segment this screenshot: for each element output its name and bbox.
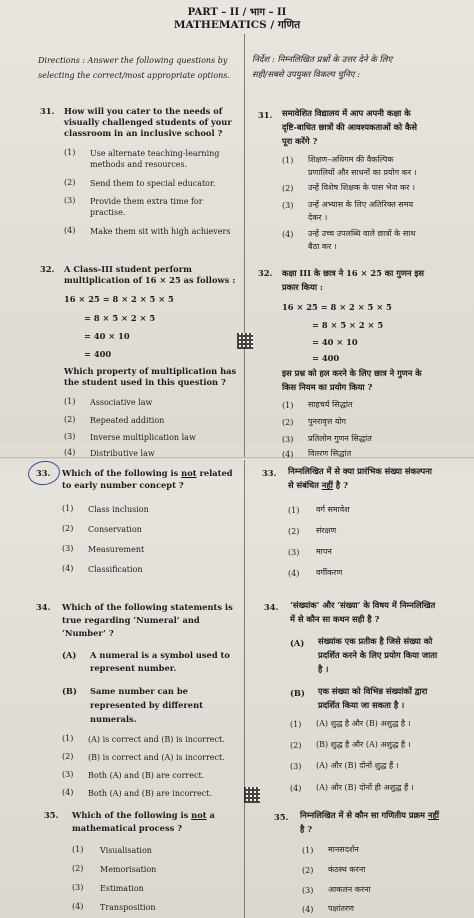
- option-label: (3): [288, 548, 300, 557]
- q34-en-opt2: (B) is correct and (A) is incorrect.: [88, 753, 225, 762]
- q34-en-opt3: Both (A) and (B) are correct.: [88, 771, 205, 780]
- q33-en-opt1: Class inclusion: [88, 505, 149, 514]
- q35-en-line2: mathematical process ?: [72, 823, 183, 833]
- option-label: (4): [282, 450, 294, 459]
- q32-hi-math4: = 400: [312, 353, 340, 363]
- q31-hi-opt3-line2: देकर ।: [308, 213, 328, 222]
- q31-en-opt3-line2: practise.: [90, 208, 126, 217]
- q34-en-line3: ‘Number’ ?: [62, 628, 114, 638]
- option-label: (1): [64, 397, 76, 406]
- option-label: (1): [62, 734, 74, 743]
- q34-hi-stmtA-line1: संख्यांक एक प्रतीक है जिसे संख्या को: [318, 636, 433, 646]
- q35-hi-opt1: मानसदर्शन: [328, 845, 359, 854]
- q34-hi-stmtA-line3: है ।: [318, 664, 329, 674]
- option-label: (2): [282, 184, 294, 193]
- q34-en-opt4: Both (A) and (B) are incorrect.: [88, 789, 212, 798]
- q34-hi-opt1: (A) शुद्ध है और (B) अशुद्ध है ।: [316, 719, 411, 728]
- option-label: (2): [302, 866, 314, 875]
- question-number: 31.: [40, 106, 55, 116]
- q32-hi-math3: = 40 × 10: [312, 337, 358, 347]
- statement-label: (A): [62, 650, 77, 660]
- q31-hi-opt4-line1: उन्हें उच्च उपलब्धि वाले छात्रों के साथ: [308, 229, 416, 238]
- q32-en-line2: multiplication of 16 × 25 as follows :: [64, 275, 236, 285]
- option-label: (2): [64, 415, 76, 424]
- q34-en-opt1: (A) is correct and (B) is incorrect.: [88, 735, 225, 744]
- question-number: 34.: [264, 602, 279, 612]
- q32-hi-tail2: किस नियम का प्रयोग किया ?: [282, 382, 373, 392]
- q31-en-opt4: Make them sit with high achievers: [90, 227, 231, 236]
- q32-hi-opt2: पुनरावृत्त योग: [308, 417, 347, 426]
- q31-hi-opt1-line2: प्रणालियों और साधनों का प्रयोग कर ।: [308, 168, 417, 177]
- q32-en-opt3: Inverse multiplication law: [90, 433, 196, 442]
- option-label: (3): [62, 544, 74, 553]
- q32-en-math4: = 400: [84, 349, 112, 359]
- q34-en-stmtB-line2: represented by different: [90, 700, 203, 710]
- option-label: (2): [62, 752, 74, 761]
- subject-heading: MATHEMATICS / गणित: [173, 19, 301, 31]
- question-number: 35.: [274, 812, 289, 822]
- q33-en-opt4: Classification: [88, 565, 143, 574]
- q34-hi-stmtB-line1: एक संख्या को विभिन्न संख्यांकों द्वारा: [318, 686, 428, 696]
- option-label: (1): [62, 504, 74, 513]
- option-label: (3): [64, 432, 76, 441]
- q31-hi-line1: समावेशित विद्यालय में आप अपनी कक्षा के: [282, 108, 411, 118]
- q33-hi-opt1: वर्ग समावेश: [316, 505, 350, 514]
- q32-en-line1: A Class-III student perform: [64, 264, 192, 274]
- option-label: (4): [64, 226, 76, 235]
- option-label: (3): [64, 196, 76, 205]
- option-label: (4): [64, 448, 76, 457]
- option-label: (3): [290, 762, 302, 771]
- question-number: 34.: [36, 602, 51, 612]
- q33-hi-opt2: संरक्षण: [316, 526, 337, 535]
- q31-en-line3: classroom in an inclusive school ?: [64, 128, 223, 138]
- option-label: (1): [288, 506, 300, 515]
- option-label: (4): [290, 784, 302, 793]
- option-label: (1): [282, 401, 294, 410]
- q32-hi-line2: प्रकार किया :: [282, 282, 323, 292]
- q31-hi-opt4-line2: बैठा कर ।: [308, 242, 337, 251]
- q31-en-opt2: Send them to special educator.: [90, 179, 216, 188]
- question-number: 31.: [258, 110, 273, 120]
- q34-hi-stmtA-line2: प्रदर्शित करने के लिए प्रयोग किया जाता: [318, 650, 438, 660]
- q33-hi-line2: से संबंधित नहीं है ?: [288, 480, 348, 490]
- q34-hi-opt2: (B) शुद्ध है और (A) अशुद्ध है ।: [316, 740, 411, 749]
- q34-hi-line2: में से कौन सा कथन सही है ?: [290, 614, 380, 624]
- option-label: (1): [290, 720, 302, 729]
- option-label: (1): [64, 148, 76, 157]
- q33-en-opt3: Measurement: [88, 545, 145, 554]
- q32-en-opt4: Distributive law: [90, 449, 155, 458]
- option-label: (3): [282, 435, 294, 444]
- q33-hi-opt3: मापन: [316, 547, 332, 556]
- option-label: (2): [290, 741, 302, 750]
- q34-hi-opt3: (A) और (B) दोनों शुद्ध हैं ।: [316, 761, 399, 770]
- q35-en-opt4: Transposition: [100, 903, 156, 912]
- q34-en-stmtB-line1: Same number can be: [90, 686, 188, 696]
- q34-hi-stmtB-line2: प्रदर्शित किया जा सकता है ।: [318, 700, 405, 710]
- q32-hi-opt4: वितरण सिद्धांत: [308, 449, 352, 458]
- option-label: (3): [62, 770, 74, 779]
- q33-en-line2: to early number concept ?: [62, 480, 184, 490]
- q35-hi-opt4: पक्षांतरण: [328, 904, 354, 913]
- q32-en-math3: = 40 × 10: [84, 331, 130, 341]
- option-label: (2): [72, 864, 84, 873]
- option-label: (1): [72, 845, 84, 854]
- column-divider: [244, 34, 245, 918]
- q32-hi-tail1: इस प्रश्न को हल करने के लिए छात्र ने गुणन के: [282, 368, 422, 378]
- option-label: (2): [282, 418, 294, 427]
- option-label: (3): [302, 886, 314, 895]
- statement-label: (B): [290, 688, 305, 698]
- directions-hi-line1: निर्देश : निम्नलिखित प्रश्नों के उत्तर देने के लिए: [252, 55, 393, 65]
- q31-en-opt1-line1: Use alternate teaching-learning: [90, 149, 220, 158]
- question-number: 35.: [44, 810, 59, 820]
- option-label: (2): [288, 527, 300, 536]
- q32-en-opt1: Associative law: [90, 398, 153, 407]
- page-fold: [0, 457, 474, 460]
- question-number: 32.: [258, 268, 273, 278]
- q33-hi-opt4: वर्गीकरण: [316, 568, 343, 577]
- q34-hi-opt4: (A) और (B) दोनों ही अशुद्ध हैं ।: [316, 783, 414, 792]
- q31-hi-opt3-line1: उन्हें अभ्यास के लिए अतिरिक्त समय: [308, 200, 414, 209]
- question-number: 33.: [262, 468, 277, 478]
- option-label: (3): [72, 883, 84, 892]
- q31-en-opt1-line2: methods and resources.: [90, 160, 188, 169]
- q35-en-opt2: Memorisation: [100, 865, 157, 874]
- q34-en-line1: Which of the following statements is: [62, 602, 233, 612]
- qr-code-mark: [237, 333, 253, 349]
- q31-en-line2: visually challenged students of your: [64, 117, 232, 127]
- q32-hi-opt3: प्रतिलोम गुणन सिद्धांत: [308, 434, 372, 443]
- q34-en-stmtA-line2: represent number.: [90, 663, 177, 673]
- q35-hi-line2: है ?: [300, 824, 313, 834]
- option-label: (3): [282, 201, 294, 210]
- question-number: 33.: [36, 468, 51, 478]
- q33-en-line1: Which of the following is not related: [62, 468, 233, 478]
- q32-hi-math2: = 8 × 5 × 2 × 5: [312, 320, 384, 330]
- option-label: (2): [62, 524, 74, 533]
- q34-en-stmtB-line3: numerals.: [90, 714, 137, 724]
- q33-hi-line1: निम्नलिखित में से क्या प्रारंभिक संख्या संकल्पना: [288, 466, 432, 476]
- option-label: (4): [62, 564, 74, 573]
- part-heading: PART – II / भाग – II: [187, 7, 287, 18]
- statement-label: (B): [62, 686, 77, 696]
- q32-en-math2: = 8 × 5 × 2 × 5: [84, 313, 156, 323]
- q33-en-opt2: Conservation: [88, 525, 142, 534]
- q32-en-opt2: Repeated addition: [90, 416, 165, 425]
- q31-hi-opt2: उन्हें विशेष शिक्षक के पास भेज कर ।: [308, 183, 415, 192]
- q35-hi-opt3: आकलन करना: [328, 885, 371, 894]
- option-label: (4): [288, 569, 300, 578]
- directions-hi-line2: सही/सबसे उपयुक्त विकल्प चुनिए :: [252, 70, 361, 80]
- q34-hi-line1: ‘संख्यांक’ और ‘संख्या’ के विषय में निम्नलिखित: [290, 600, 436, 610]
- q31-hi-line3: पूरा करेंगे ?: [282, 136, 318, 146]
- q34-en-stmtA-line1: A numeral is a symbol used to: [90, 650, 230, 660]
- option-label: (4): [282, 230, 294, 239]
- q34-en-line2: true regarding ‘Numeral’ and: [62, 615, 200, 625]
- option-label: (2): [64, 178, 76, 187]
- option-label: (1): [302, 846, 314, 855]
- q31-en-line1: How will you cater to the needs of: [64, 106, 223, 116]
- question-number: 32.: [40, 264, 55, 274]
- q31-hi-opt1-line1: शिक्षण–अधिगम की वैकल्पिक: [308, 155, 394, 164]
- q35-en-opt1: Visualisation: [100, 846, 152, 855]
- q35-en-line1: Which of the following is not a: [72, 810, 215, 820]
- qr-code-mark: [244, 787, 260, 803]
- statement-label: (A): [290, 638, 305, 648]
- directions-en-line1: Directions : Answer the following questions by: [38, 56, 228, 65]
- q32-en-math1: 16 × 25 = 8 × 2 × 5 × 5: [64, 294, 174, 304]
- q32-hi-math1: 16 × 25 = 8 × 2 × 5 × 5: [282, 302, 392, 312]
- option-label: (4): [302, 905, 314, 914]
- q32-en-tail2: the student used in this question ?: [64, 377, 226, 387]
- q32-en-tail1: Which property of multiplication has: [64, 366, 237, 376]
- q32-hi-line1: कक्षा III के छात्र ने 16 × 25 का गुणन इस: [282, 268, 425, 278]
- option-label: (1): [282, 156, 294, 165]
- option-label: (4): [72, 902, 84, 911]
- directions-en-line2: selecting the correct/most appropriate options.: [38, 71, 230, 80]
- q32-hi-opt1: साहचर्य सिद्धांत: [308, 400, 353, 409]
- q31-en-opt3-line1: Provide them extra time for: [90, 197, 203, 206]
- q31-hi-line2: दृष्टि-बाधित छात्रों की आवश्यकताओं को कैसे: [282, 122, 418, 132]
- q35-en-opt3: Estimation: [100, 884, 144, 893]
- option-label: (4): [62, 788, 74, 797]
- q35-hi-line1: निम्नलिखित में से कौन सा गणितीय प्रक्रम नहीं: [300, 810, 440, 820]
- q35-hi-opt2: कंठस्थ करना: [328, 865, 366, 874]
